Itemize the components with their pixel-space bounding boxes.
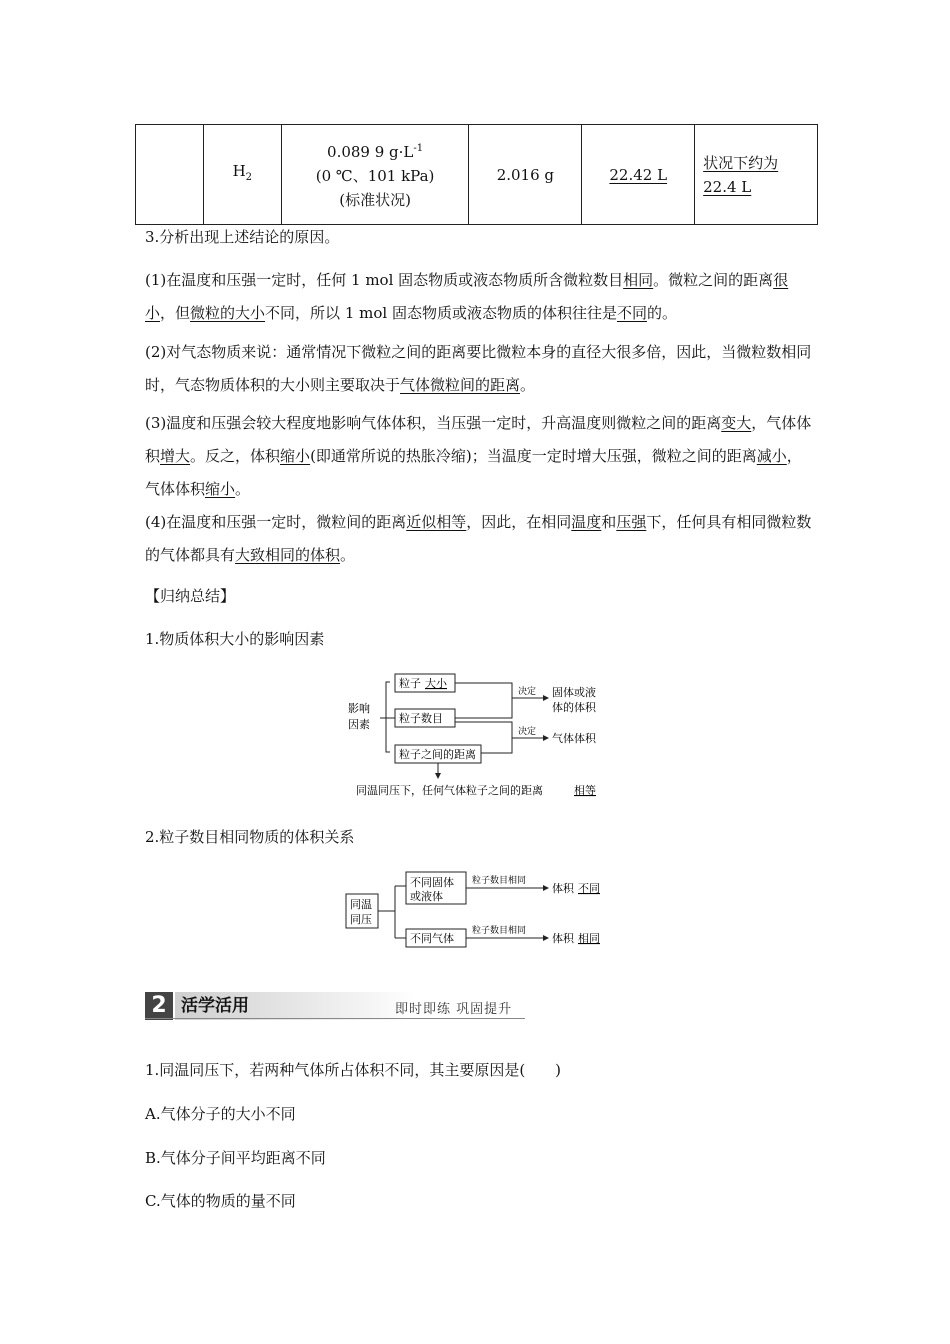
factor-bracket: [380, 682, 390, 752]
analysis-paragraph-2: (2)对气态物质来说：通常情况下微粒之间的距离要比微粒本身的直径大很多倍，因此，当微粒数相同时，气态物质体积的大小则主要取决于气体微粒间的距离。: [145, 343, 812, 394]
bottom-statement-a: 同温同压下，任何气体粒子之间的距离: [356, 784, 543, 797]
table-cell-density: [281, 125, 469, 225]
summary-heading: 【归纳总结】: [145, 587, 236, 605]
summary-item-2: 2.粒子数目相同物质的体积关系: [145, 828, 355, 846]
res-same-b: 相同: [578, 932, 600, 945]
density-condition: (0 ℃、101 kPa): [315, 167, 435, 185]
result-solid-liquid-b: 体的体积: [552, 701, 596, 714]
box-particle-size-b: 大小: [425, 677, 447, 690]
result-solid-liquid-a: 固体或液: [552, 686, 596, 699]
section-number: 2: [145, 992, 173, 1020]
table-row: [136, 125, 818, 225]
box-solid-liquid-b: 或液体: [410, 890, 443, 903]
volume-value: 22.42 L: [609, 165, 668, 184]
volume-relation-diagram: [340, 866, 610, 952]
res-different-a: 体积: [552, 882, 574, 895]
factor-label-2: 因素: [348, 718, 370, 731]
density-unit-sup: -1: [413, 143, 424, 154]
data-table: [135, 124, 818, 225]
substance-symbol: H: [232, 162, 246, 180]
decide-label-1: 决定: [518, 687, 537, 697]
factor-label-1: 影响: [348, 702, 370, 715]
analysis-paragraph-4: (4)在温度和压强一定时，微粒间的距离近似相等，因此，在相同温度和压强下，任何具有相同微粒数的气体都具有大致相同的体积。: [145, 513, 812, 564]
result-gas-volume: 气体体积: [552, 732, 596, 745]
summary-item-1: 1.物质体积大小的影响因素: [145, 630, 325, 648]
box-particle-count-text: 粒子数目: [399, 712, 443, 725]
analysis-paragraph-1: (1)在温度和压强一定时，任何 1 mol 固态物质或液态物质所含微粒数目相同。微粒之间的距离很小，但微粒的大小不同，所以 1 mol 固态物质或液态物质的体积往往是不同的。: [145, 271, 789, 322]
same-conditions-2: 同压: [350, 913, 372, 926]
box-solid-liquid-a: 不同固体: [410, 876, 454, 889]
box-particle-distance-text: 粒子之间的距离: [399, 748, 476, 761]
option-b: B.气体分子间平均距离不同: [145, 1149, 326, 1167]
table-cell-conclusion: [695, 125, 818, 225]
section-title: 活学活用: [181, 996, 249, 1016]
table-cell-mass: 2.016 g: [469, 125, 582, 225]
same-conditions-1: 同温: [350, 898, 372, 911]
decide-label-2: 决定: [518, 727, 537, 737]
same-count-label-1: 粒子数目相同: [472, 876, 527, 886]
option-c: C.气体的物质的量不同: [145, 1192, 296, 1210]
table-cell-volume: [582, 125, 695, 225]
res-same-a: 体积: [552, 932, 574, 945]
conclusion-line-1: 状况下约为: [703, 153, 779, 172]
bottom-statement-b: 相等: [574, 784, 596, 797]
table-cell-substance: [203, 125, 281, 225]
res-different-b: 不同: [578, 882, 600, 895]
section-rule: [145, 1018, 525, 1019]
option-a: A.气体分子的大小不同: [145, 1105, 296, 1123]
substance-subscript: 2: [245, 172, 253, 183]
section-subtitle: 即时即练 巩固提升: [395, 1002, 513, 1017]
box-particle-size-a: 粒子: [399, 677, 421, 690]
box-gas-text: 不同气体: [410, 932, 454, 945]
density-value: 0.089 9 g·L: [327, 143, 414, 161]
question-stem: 1.同温同压下，若两种气体所占体积不同，其主要原因是( ): [145, 1061, 562, 1079]
density-standard: (标准状况): [339, 191, 411, 209]
section-header: [145, 992, 525, 1020]
split-connector: [378, 886, 406, 938]
analysis-paragraph-3: (3)温度和压强会较大程度地影响气体体积，当压强一定时，升高温度则微粒之间的距离变大，气体体积增大。反之，体积缩小(即通常所说的热胀冷缩)；当温度一定时增大压强，微粒之间的距离减小，气体体积缩小。: [145, 414, 812, 498]
same-count-label-2: 粒子数目相同: [472, 926, 527, 936]
table-cell-empty: [136, 125, 204, 225]
analysis-heading: 3.分析出现上述结论的原因。: [145, 228, 340, 246]
conclusion-line-2: 22.4 L: [703, 177, 752, 196]
factor-diagram: [340, 668, 620, 806]
